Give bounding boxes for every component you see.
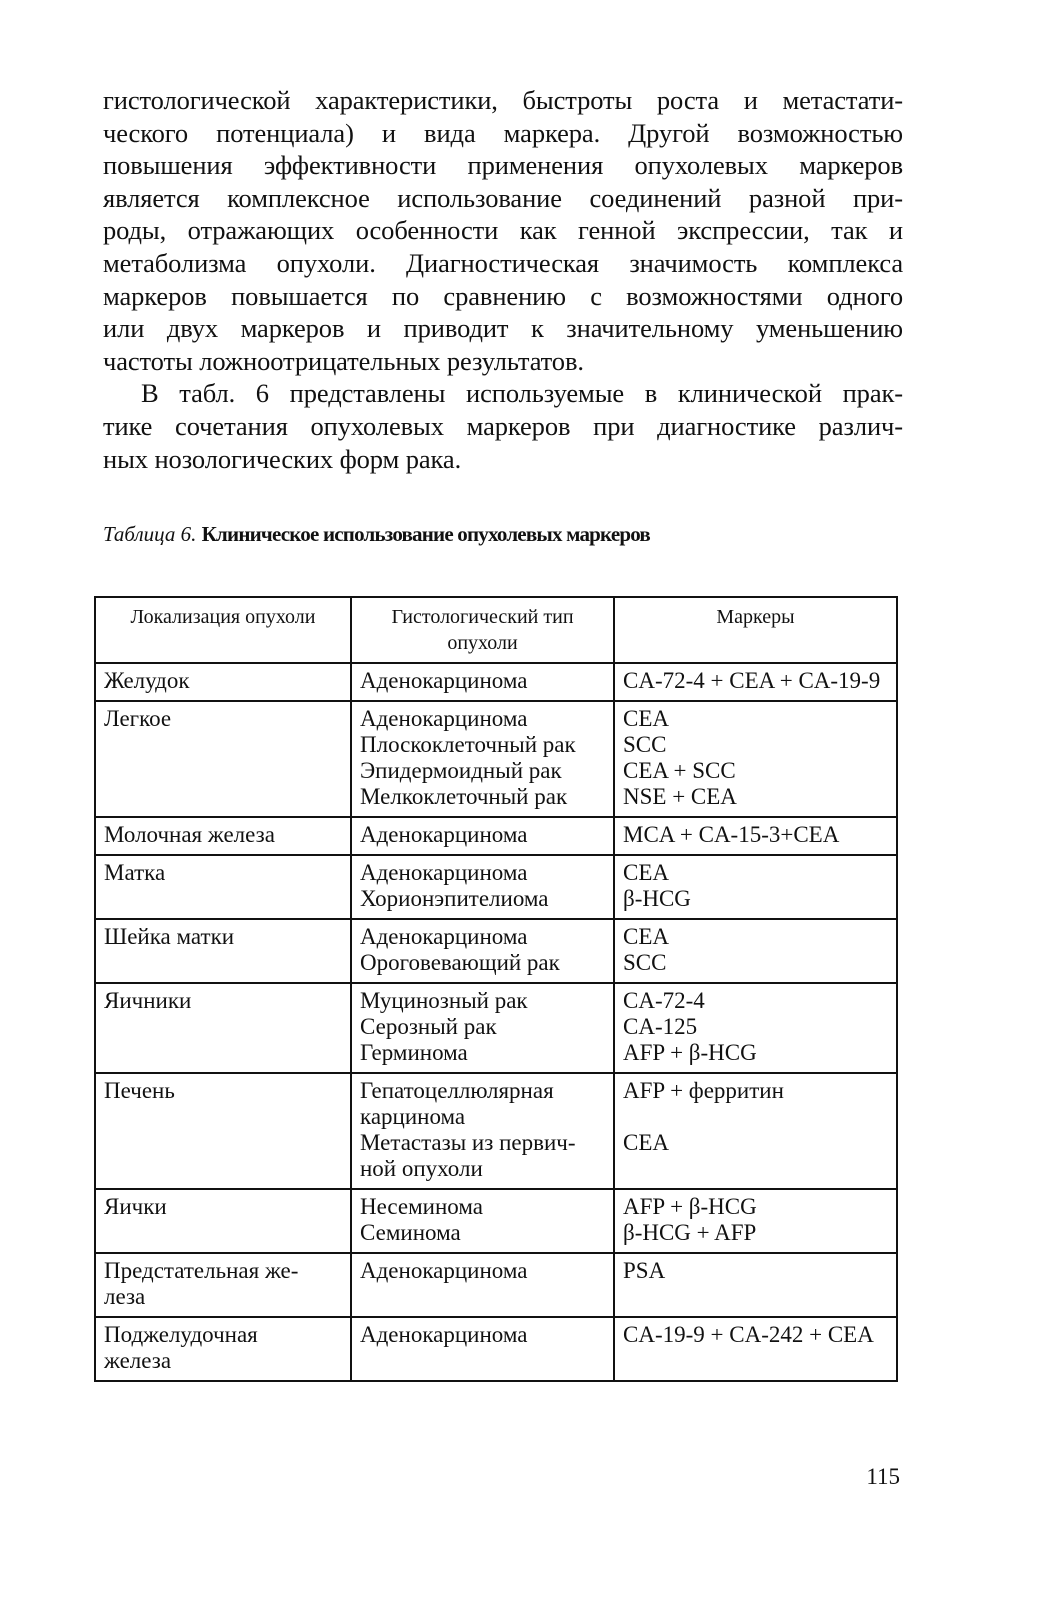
- markers-cell: AFP + ферритин CEA: [614, 1073, 897, 1189]
- table-row: [95, 919, 897, 983]
- table-caption: [103, 520, 903, 548]
- tumor-markers-table: [94, 596, 898, 1382]
- table-row: [95, 1317, 897, 1381]
- table-row: [95, 855, 897, 919]
- text-line: частоты ложноотрицательных результатов.: [103, 345, 584, 376]
- markers-cell: CA-19-9 + CA-242 + CEA: [614, 1317, 897, 1381]
- table-header-row: [95, 597, 897, 663]
- histology-cell: Гепатоцеллюлярная карцинома Метастазы из первич- ной опухоли: [351, 1073, 614, 1189]
- text-line: роды, отражающих особенности как генной экспрессии, так и: [103, 215, 903, 246]
- markers-cell: AFP + β-HCG β-HCG + AFP: [614, 1189, 897, 1253]
- text-line: маркеров повышается по сравнению с возможностями одного: [103, 280, 903, 311]
- histology-cell: Аденокарцинома Плоскоклеточный рак Эпидермоидный рак Мелкоклеточный рак: [351, 701, 614, 817]
- caption-label: Таблица 6.: [103, 522, 197, 546]
- table-row: [95, 1189, 897, 1253]
- table-row: [95, 701, 897, 817]
- column-header-histology: Гистологический тип опухоли: [351, 597, 614, 663]
- text-line: является комплексное использование соединений разной при-: [103, 182, 903, 213]
- text-line: метаболизма опухоли. Диагностическая значимость комплекса: [103, 247, 903, 278]
- histology-cell: Аденокарцинома: [351, 1317, 614, 1381]
- table-row: [95, 817, 897, 855]
- table-row: [95, 1253, 897, 1317]
- body-text: [103, 84, 903, 475]
- text-line: ческого потенциала) и вида маркера. Другой возможностью: [103, 117, 903, 148]
- caption-title: Клиническое использование опухолевых маркеров: [201, 522, 650, 546]
- markers-cell: CA-72-4 + CEA + CA-19-9: [614, 663, 897, 701]
- location-cell: Шейка матки: [95, 919, 351, 983]
- markers-cell: PSA: [614, 1253, 897, 1317]
- location-cell: Яички: [95, 1189, 351, 1253]
- table-row: [95, 663, 897, 701]
- text-line: ных нозологических форм рака.: [103, 443, 462, 474]
- location-cell: Яичники: [95, 983, 351, 1073]
- markers-cell: CEA SCC: [614, 919, 897, 983]
- location-cell: Желудок: [95, 663, 351, 701]
- location-cell: Молочная железа: [95, 817, 351, 855]
- location-cell: Предстательная же- леза: [95, 1253, 351, 1317]
- location-cell: Матка: [95, 855, 351, 919]
- markers-cell: CA-72-4 CA-125 AFP + β-HCG: [614, 983, 897, 1073]
- markers-cell: MCA + CA-15-3+CEA: [614, 817, 897, 855]
- location-cell: Легкое: [95, 701, 351, 817]
- markers-cell: CEA β-HCG: [614, 855, 897, 919]
- text-line: повышения эффективности применения опухолевых маркеров: [103, 150, 903, 181]
- location-cell: Поджелудочная железа: [95, 1317, 351, 1381]
- column-header-markers: Маркеры: [614, 597, 897, 663]
- histology-cell: Аденокарцинома Ороговевающий рак: [351, 919, 614, 983]
- text-line: или двух маркеров и приводит к значительному уменьшению: [103, 313, 903, 344]
- table-row: [95, 983, 897, 1073]
- column-header-location: Локализация опухоли: [95, 597, 351, 663]
- histology-cell: Муцинозный рак Серозный рак Герминома: [351, 983, 614, 1073]
- page-number: 115: [866, 1464, 900, 1489]
- text-line: тике сочетания опухолевых маркеров при диагностике различ-: [103, 410, 903, 441]
- histology-cell: Аденокарцинома: [351, 817, 614, 855]
- histology-cell: Аденокарцинома Хорионэпителиома: [351, 855, 614, 919]
- histology-cell: Несеминома Семинома: [351, 1189, 614, 1253]
- text-line: В табл. 6 представлены используемые в клинической прак-: [141, 378, 903, 409]
- table-row: [95, 1073, 897, 1189]
- histology-cell: Аденокарцинома: [351, 663, 614, 701]
- text-line: гистологической характеристики, быстроты роста и метастати-: [103, 85, 903, 115]
- location-cell: Печень: [95, 1073, 351, 1189]
- markers-cell: CEA SCC CEA + SCC NSE + CEA: [614, 701, 897, 817]
- histology-cell: Аденокарцинома: [351, 1253, 614, 1317]
